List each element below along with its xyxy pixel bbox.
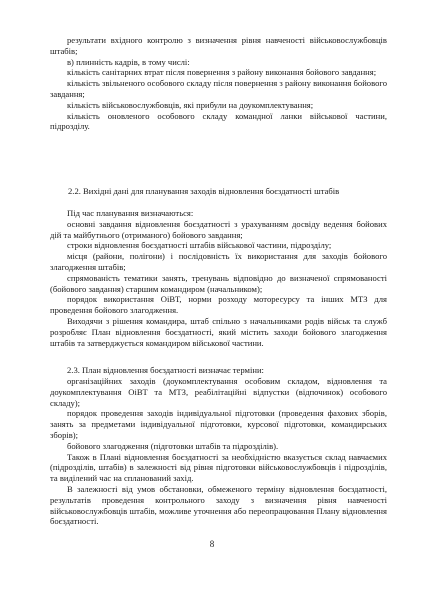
paragraph: організаційних заходів (доукомплектування особовим складом, відновлення та доукомплектування ОіВТ та МТЗ, реабілітаційні відпустки (відпочинок) особового складу); <box>50 376 387 408</box>
paragraph: кількість оновленого особового складу командної ланки військової частини, підрозділу. <box>50 110 387 132</box>
paragraph: кількість військовослужбовців, які прибули на доукомплектування; <box>67 99 314 110</box>
paragraph: кількість санітарних втрат після повернення з району виконання бойового завдання; <box>67 67 377 78</box>
text-block-1 <box>50 35 387 132</box>
paragraph: Під час планування визначаються: <box>67 208 194 218</box>
paragraph: основні завдання відновлення боєздатності з урахуванням досвіду ведення бойових дій та майбутнього (отриманого) бойового завдання; <box>50 218 387 240</box>
section-heading: 2.2. Вихідні дані для планування заходів відновлення боєздатності штабів <box>68 186 340 196</box>
paragraph: кількість звільненого особового складу після повернення з району виконання бойового завдання; <box>50 78 387 99</box>
page-number: 8 <box>209 539 215 549</box>
paragraph: результати вхідного контролю з визначення рівня навченості військовослужбовців штабів; <box>50 35 387 56</box>
text-block-3 <box>50 376 387 527</box>
paragraph: місця (райони, полігони) і послідовність їх використання для заходів бойового злагодження штабів; <box>50 251 387 272</box>
paragraph: строки відновлення боєздатності штабів військової частини, підрозділу; <box>67 240 332 251</box>
paragraph: Також в Плані відновлення боєздатності за необхідністю вказується склад навчаємих (підрозділів, штабів) в залежності від рівня підготовки військовослужбовців і підрозділів, та виділений час на спланований захід. <box>50 451 387 484</box>
text-block-2 <box>50 208 387 348</box>
section-heading: 2.3. План відновлення боєздатності визначає терміни: <box>67 365 264 375</box>
paragraph: порядок проведення заходів індивідуальної підготовки (проведення фахових зборів, занять за предметами індивідуальної підготовки, курсової підготовки, командирських зборів); <box>50 408 387 440</box>
paragraph: в) плинність кадрів, в тому числі: <box>67 56 190 67</box>
paragraph: Виходячи з рішення командира, штаб спільно з начальниками родів військ та служб розробляє План відновлення боєздатності, який містить заходи бойового злагодження штабів та затверджується командиром військової частини. <box>50 315 387 348</box>
paragraph: В залежності від умов обстановки, обмеженого терміну відновлення боєздатності, результатів проведення контрольного заходу з визначення рівня навченості військовослужбовців штабів, можливе уточнення або переопрацювання Плану відновлення боєздатності. <box>50 483 387 527</box>
paragraph: бойового злагодження (підготовки штабів та підрозділів). <box>67 440 279 451</box>
paragraph: порядок використання ОіВТ, норми розходу моторесурсу та інших МТЗ для проведення бойового злагодження. <box>50 294 387 316</box>
paragraph: спрямованість тематики занять, тренувань відповідно до визначеної спрямованості (бойового завдання) старшим командиром (начальником); <box>50 272 387 294</box>
